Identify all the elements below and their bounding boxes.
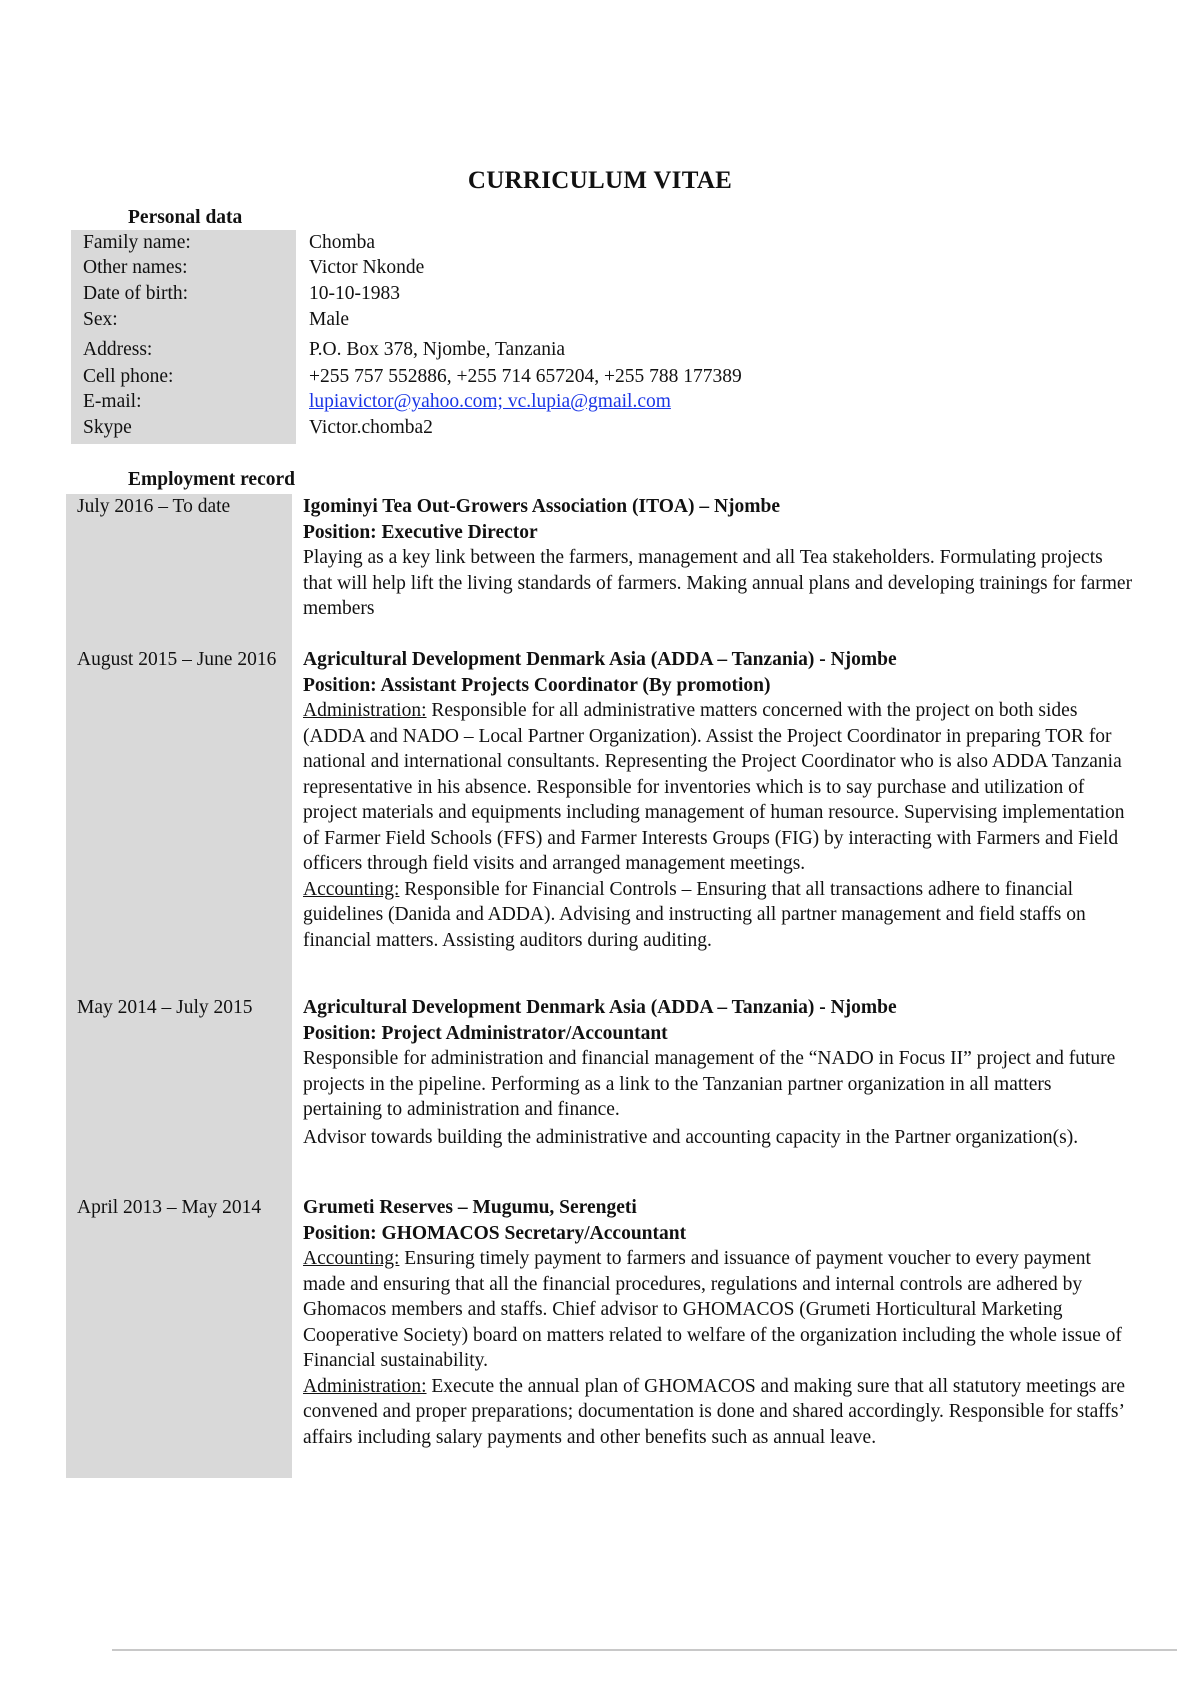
employer-name: Agricultural Development Denmark Asia (ADDA – Tanzania) - Njombe bbox=[303, 649, 897, 670]
email-link[interactable]: lupiavictor@yahoo.com; vc.lupia@gmail.com bbox=[309, 391, 671, 412]
personal-value: Male bbox=[309, 309, 350, 330]
employment-details bbox=[303, 1195, 1133, 1450]
employment-date: May 2014 – July 2015 bbox=[77, 997, 253, 1018]
position-title: Position: Assistant Projects Coordinator (By promotion) bbox=[303, 674, 771, 696]
personal-label: Address: bbox=[83, 339, 153, 360]
personal-label: Sex: bbox=[83, 309, 118, 330]
duty-paragraph bbox=[303, 1046, 1133, 1123]
personal-label: Family name: bbox=[83, 232, 191, 253]
position-title: Position: Project Administrator/Accountant bbox=[303, 1022, 668, 1044]
duty-text: Playing as a key link between the farmers, management and all Tea stakeholders. Formulating projects that will help lift the living standards of farmers. Making annual plans and developing trainings for farmer members bbox=[303, 547, 1133, 619]
personal-value: P.O. Box 378, Njombe, Tanzania bbox=[309, 339, 566, 360]
duty-paragraph bbox=[303, 698, 1133, 877]
personal-label: Date of birth: bbox=[83, 283, 189, 304]
personal-value bbox=[309, 389, 671, 415]
personal-value: +255 757 552886, +255 714 657204, +255 788 177389 bbox=[309, 366, 742, 387]
employment-details bbox=[303, 494, 1133, 622]
duty-text: Responsible for all administrative matters concerned with the project on both sides (ADDA and NADO – Local Partner Organization). Assist the Project Coordinator in preparing TOR for national and international consultants. Representing the Project Coordinator who is also ADDA Tanzania representative in his absence. Responsible for inventories which is to say purchase and utilization of project materials and equipments including management of human resource. Supervising implementation of Farmer Field Schools (FFS) and Farmer Interests Groups (FIG) by interacting with Farmers and Field officers through field visits and arranged management meetings. bbox=[303, 700, 1125, 874]
employment-date: April 2013 – May 2014 bbox=[77, 1197, 262, 1218]
duty-lead: Administration: bbox=[303, 1375, 427, 1397]
duty-lead: Administration: bbox=[303, 700, 427, 721]
position-title: Position: GHOMACOS Secretary/Accountant bbox=[303, 1222, 687, 1244]
employer-name: Igominyi Tea Out-Growers Association (ITOA) – Njombe bbox=[303, 496, 781, 517]
personal-row-date-of-birth bbox=[0, 281, 1200, 307]
duty-paragraph bbox=[303, 1374, 1133, 1451]
personal-value: 10-10-1983 bbox=[309, 283, 400, 304]
personal-value: Victor Nkonde bbox=[309, 257, 425, 278]
personal-row-other-names bbox=[0, 255, 1200, 281]
document-title: CURRICULUM VITAE bbox=[467, 167, 733, 194]
duty-text: Responsible for Financial Controls – Ensuring that all transactions adhere to financial guidelines (Danida and ADDA). Advising and instructing all partner management and field staffs on financial matters. Assisting auditors during auditing. bbox=[303, 878, 1086, 951]
personal-value: Victor.chomba2 bbox=[309, 417, 433, 438]
position-title: Position: Executive Director bbox=[303, 521, 538, 543]
duty-paragraph bbox=[303, 1123, 1133, 1153]
personal-data-heading: Personal data bbox=[128, 207, 243, 228]
employment-details bbox=[303, 647, 1133, 953]
duty-lead: Accounting: bbox=[303, 878, 400, 900]
employer-name: Grumeti Reserves – Mugumu, Serengeti bbox=[303, 1197, 637, 1218]
duty-text: Responsible for administration and financial management of the “NADO in Focus II” project and future projects in the pipeline. Performing as a link to the Tanzanian partner organization in all matters pertaining to administration and finance. bbox=[303, 1048, 1116, 1120]
personal-label: Skype bbox=[83, 417, 132, 438]
duty-paragraph bbox=[303, 1246, 1133, 1374]
footer-divider bbox=[112, 1649, 1177, 1651]
personal-row-address bbox=[0, 337, 1200, 363]
personal-row-skype bbox=[0, 415, 1200, 441]
duty-text: Ensuring timely payment to farmers and issuance of payment voucher to every payment made and ensuring that all the financial procedures, regulations and internal controls are adhered by Ghomacos members and staffs. Chief advisor to GHOMACOS (Grumeti Horticultural Marketing Cooperative Society) board on matters related to welfare of the organization including the whole issue of Financial sustainability. bbox=[303, 1248, 1122, 1371]
employment-date: July 2016 – To date bbox=[77, 496, 231, 517]
personal-label: Cell phone: bbox=[83, 366, 174, 387]
personal-label: Other names: bbox=[83, 257, 188, 278]
employment-date-column bbox=[66, 494, 292, 1478]
employment-details bbox=[303, 995, 1133, 1153]
duty-text: Advisor towards building the administrative and accounting capacity in the Partner organization(s). bbox=[303, 1126, 1079, 1148]
personal-row-email bbox=[0, 389, 1200, 415]
duty-lead: Accounting: bbox=[303, 1248, 400, 1269]
duty-paragraph bbox=[303, 877, 1133, 954]
personal-row-family-name bbox=[0, 230, 1200, 256]
personal-row-sex bbox=[0, 307, 1200, 333]
duty-text: Execute the annual plan of GHOMACOS and making sure that all statutory meetings are convened and proper preparations; documentation is done and shared accordingly. Responsible for staffs’ affairs including salary payments and other benefits such as annual leave. bbox=[303, 1375, 1126, 1448]
personal-value: Chomba bbox=[309, 232, 376, 253]
personal-row-cell-phone bbox=[0, 364, 1200, 390]
employment-record-heading: Employment record bbox=[128, 469, 295, 490]
personal-label: E-mail: bbox=[83, 391, 142, 412]
employment-date: August 2015 – June 2016 bbox=[77, 649, 277, 670]
employer-name: Agricultural Development Denmark Asia (ADDA – Tanzania) - Njombe bbox=[303, 997, 897, 1018]
duty-paragraph bbox=[303, 545, 1133, 622]
